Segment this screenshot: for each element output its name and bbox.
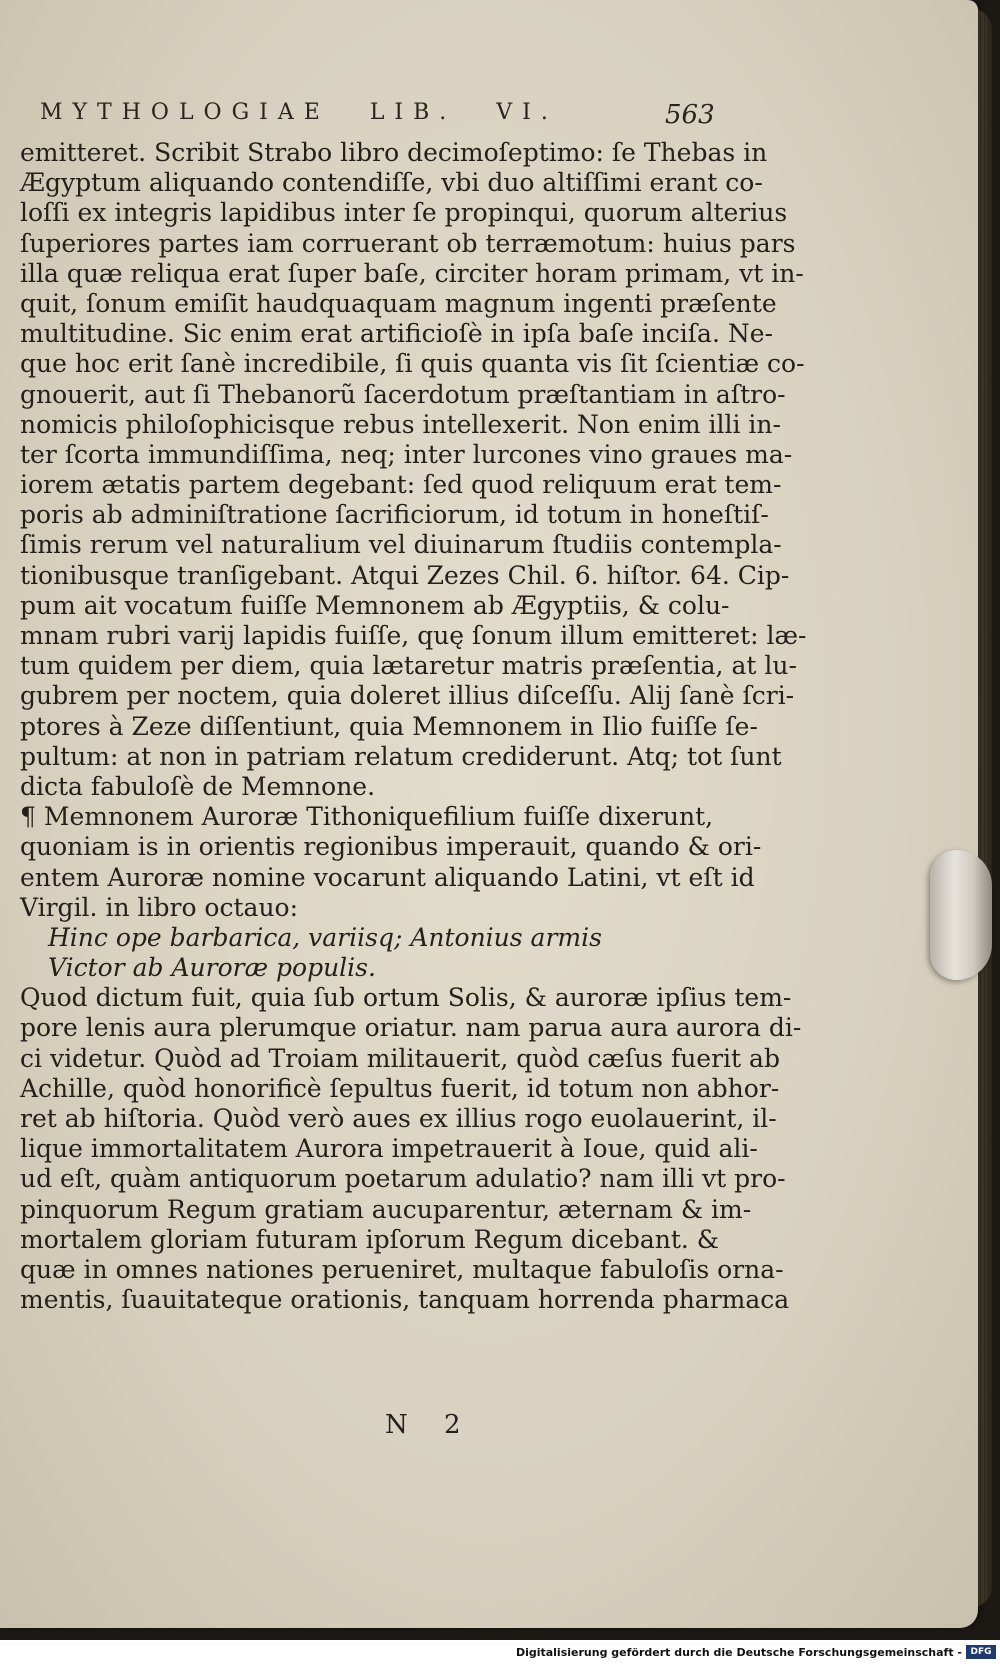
text-line: ¶ Memnonem Auroræ Tithoniquefilium fuiſſe dixerunt, [20, 802, 714, 832]
text-line: mnam rubri varij lapidis fuiſſe, quę ſonum illum emitteret: læ- [20, 621, 807, 650]
text-line: pultum: at non in patriam relatum crediderunt. Atq; tot ſunt [20, 741, 782, 771]
text-line: quit, ſonum emiſit haudquaquam magnum ingenti præſente [20, 288, 777, 318]
text-line: poris ab adminiſtratione ſacrificiorum, id totum in honeſtiſ- [20, 500, 769, 530]
running-head-book: VI. [496, 100, 558, 125]
gathering-signature: N 2 [385, 1410, 475, 1440]
text-line: tionibusque tranſigebant. Atqui Zezes Chil. 6. hiſtor. 64. Cip- [20, 560, 790, 590]
text-line: ſuperiores partes iam corruerant ob terræmotum: huius pars [20, 228, 796, 258]
text-line: ud eſt, quàm antiquorum poetarum adulatio? nam illi vt pro- [20, 1164, 786, 1194]
verse-line: Victor ab Auroræ populis. [48, 953, 376, 983]
text-line: pore lenis aura plerumque oriatur. nam parua aura aurora di- [20, 1013, 802, 1043]
text-line: mentis, ſuauitateque orationis, tanquam horrenda pharmaca [20, 1285, 790, 1315]
text-line: quæ in omnes nationes perueniret, multaque fabuloſis orna- [20, 1254, 784, 1284]
text-line: lique immortalitatem Aurora impetrauerit à Ioue, quid ali- [20, 1134, 758, 1164]
text-line: Quod dictum fuit, quia ſub ortum Solis, & auroræ ipſius tem- [20, 983, 792, 1013]
text-line: mortalem gloriam futuram ipſorum Regum dicebant. & [20, 1224, 720, 1254]
text-line: tum quidem per diem, quia lætaretur matris præſentia, at lu- [20, 651, 797, 681]
text-line: ptores à Zeze diſſentiunt, quia Memnonem in Ilio fuiſſe ſe- [20, 711, 758, 741]
text-line: dicta fabuloſè de Memnone. [20, 771, 376, 801]
running-head-lib: LIB. [369, 100, 457, 125]
text-line: emitteret. Scribit Strabo libro decimoſeptimo: ſe Thebas in [20, 138, 768, 167]
text-line: ci videtur. Quòd ad Troiam militauerit, quòd cæſus fuerit ab [20, 1043, 780, 1073]
page-number: 563 [665, 100, 715, 130]
text-line: pinquorum Regum gratiam aucuparentur, æternam & im- [20, 1194, 752, 1224]
verse-line: Hinc ope barbarica, variisq; Antonius armis [48, 922, 602, 952]
text-line: gnouerit, aut ſi Thebanorũ ſacerdotum præſtantiam in aſtro- [20, 379, 786, 409]
text-line: multitudine. Sic enim erat artificioſè in ipſa baſe inciſa. Ne- [20, 319, 773, 349]
text-line: quoniam is in orientis regionibus imperauit, quando & ori- [20, 832, 762, 862]
text-line: Virgil. in libro octauo: [20, 892, 299, 922]
running-head [40, 100, 740, 140]
running-head-title: MYTHOLOGIAE [40, 100, 330, 125]
main-text [20, 138, 807, 1315]
text-line: ter ſcorta immundiſſima, neq; inter lurcones vino graues ma- [20, 439, 793, 469]
text-line: illa quæ reliqua erat ſuper baſe, circiter horam primam, vt in- [20, 258, 804, 288]
text-line: ret ab hiſtoria. Quòd verò aues ex illius rogo euolauerint, il- [20, 1104, 777, 1133]
dfg-logo: DFG [966, 1645, 996, 1659]
text-line: Achille, quòd honorificè ſepultus fuerit, id totum non abhor- [20, 1073, 780, 1103]
text-line: entem Auroræ nomine vocarunt aliquando Latini, vt eſt id [20, 862, 755, 892]
text-line: Ægyptum aliquando contendiſſe, vbi duo altiſſimi erant co- [20, 168, 763, 198]
text-line: gubrem per noctem, quia doleret illius diſceſſu. Alij ſanè ſcri- [20, 681, 795, 711]
text-line: que hoc erit ſanè incredibile, ſi quis quanta vis ſit ſcientiæ co- [20, 349, 805, 379]
digitization-credit: Digitalisierung gefördert durch die Deutsche Forschungsgemeinschaft - [515, 1646, 962, 1659]
text-line: ſimis rerum vel naturalium vel diuinarum ſtudiis contempla- [20, 530, 782, 560]
text-line: iorem ætatis partem degebant: ſed quod reliquum erat tem- [20, 470, 782, 500]
book-clasp-image [930, 850, 992, 980]
text-line: nomicis philoſophicisque rebus intellexerit. Non enim illi in- [20, 409, 781, 439]
text-line: pum ait vocatum fuiſſe Memnonem ab Ægyptiis, & colu- [20, 590, 730, 620]
text-line: loſſi ex integris lapidibus inter ſe propinqui, quorum alterius [20, 198, 788, 228]
